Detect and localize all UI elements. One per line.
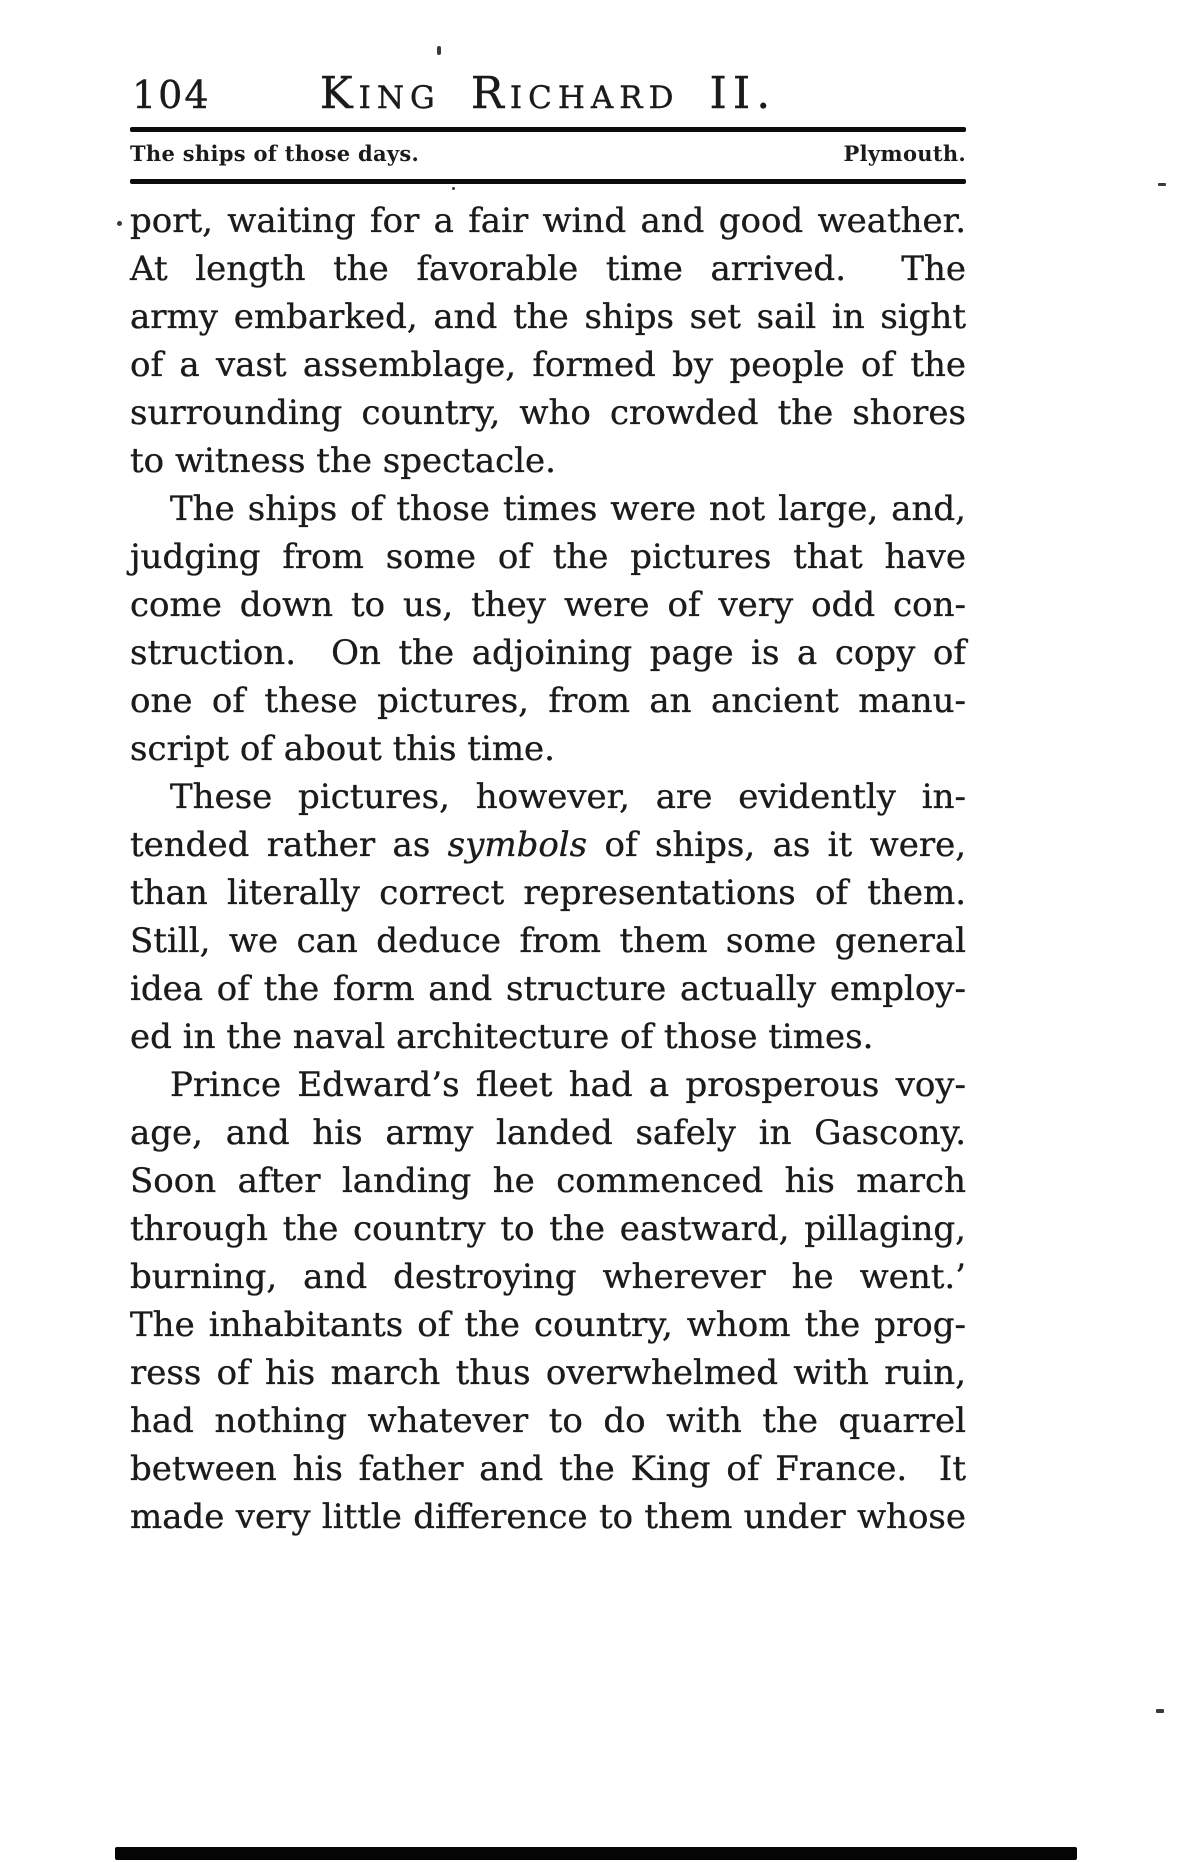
text-line: script of about this time. xyxy=(130,729,555,769)
scan-speck xyxy=(1156,1709,1164,1713)
running-head xyxy=(130,141,966,170)
header-rule-top xyxy=(130,127,966,132)
scan-speck xyxy=(117,221,122,226)
text-line: army embarked, and the ships set sail in sight xyxy=(130,297,966,337)
text-line: Prince Edward’s fleet had a prosperous voy- xyxy=(170,1065,966,1105)
text-line: The ships of those times were not large, and, xyxy=(170,489,966,529)
text-line: judging from some of the pictures that have xyxy=(130,537,966,577)
text-segment: tended rather as xyxy=(130,825,448,865)
text-line: had nothing whatever to do with the quarrel xyxy=(130,1401,966,1441)
running-head-section: The ships of those days. xyxy=(130,141,420,166)
text-line xyxy=(130,821,966,869)
text-line: Soon after landing he commenced his march xyxy=(130,1161,966,1201)
scan-speck xyxy=(437,46,441,55)
text-line: to witness the spectacle. xyxy=(130,441,556,481)
text-line: through the country to the eastward, pillaging, xyxy=(130,1209,966,1249)
text-line: one of these pictures, from an ancient manu- xyxy=(130,681,966,721)
italic-word: symbols xyxy=(447,825,588,865)
scan-speck xyxy=(452,187,455,190)
header-rule-bottom xyxy=(130,179,966,184)
paragraph xyxy=(130,1061,966,1541)
text-segment: of ships, as it were, xyxy=(587,825,966,865)
text-line: ed in the naval architecture of those times. xyxy=(130,1017,874,1057)
running-head-place: Plymouth. xyxy=(843,141,966,166)
body-text xyxy=(130,197,966,1541)
page-header xyxy=(130,56,966,119)
text-line: age, and his army landed safely in Gascony. xyxy=(130,1113,966,1153)
scan-edge-shadow xyxy=(115,1847,1077,1860)
text-line: of a vast assemblage, formed by people of the xyxy=(130,345,966,385)
text-line: idea of the form and structure actually employ- xyxy=(130,969,966,1009)
text-line: than literally correct representations of them. xyxy=(130,873,966,913)
text-line: ress of his march thus overwhelmed with ruin, xyxy=(130,1353,966,1393)
text-line: struction. On the adjoining page is a copy of xyxy=(130,633,966,673)
text-line: The inhabitants of the country, whom the prog- xyxy=(130,1305,966,1345)
text-column xyxy=(130,56,966,1541)
page-number: 104 xyxy=(132,73,211,117)
text-line: These pictures, however, are evidently in- xyxy=(170,777,966,817)
text-line: surrounding country, who crowded the shores xyxy=(130,393,966,433)
scan-speck xyxy=(1158,183,1166,186)
text-line: At length the favorable time arrived. The xyxy=(130,249,966,289)
text-line: Still, we can deduce from them some general xyxy=(130,921,966,961)
text-line: come down to us, they were of very odd con- xyxy=(130,585,966,625)
page-title: King Richard II. xyxy=(319,68,777,119)
paragraph xyxy=(130,197,966,485)
paragraph xyxy=(130,485,966,773)
text-line: burning, and destroying wherever he went.’ xyxy=(130,1257,966,1297)
text-line: port, waiting for a fair wind and good weather. xyxy=(130,201,966,241)
text-line: between his father and the King of France. It xyxy=(130,1449,966,1489)
text-line: made very little difference to them under whose xyxy=(130,1497,966,1537)
paragraph xyxy=(130,773,966,1061)
